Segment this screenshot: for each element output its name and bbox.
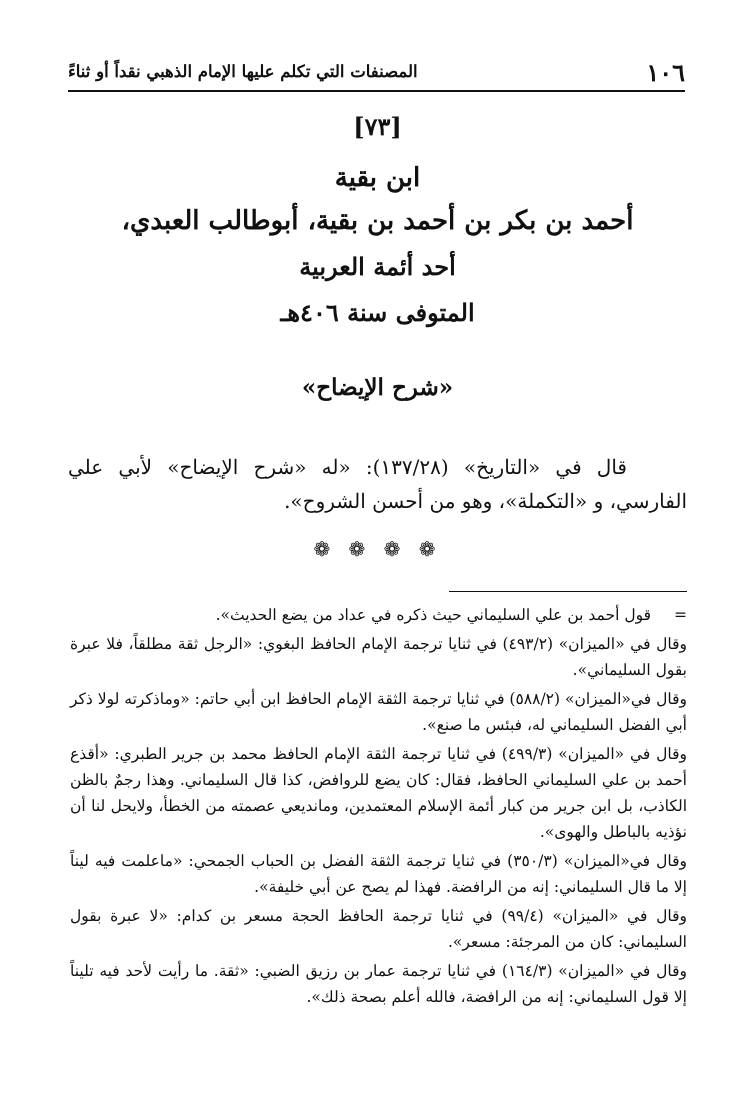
footnote-paragraph: وقال في «الميزان» (٤٩٩/٣) في ثنايا ترجمة الثقة الإمام الحافظ محمد بن جرير الطبري: «أقذع أحمد بن علي السليماني الحافظ، فقال: كان يضع للروافض، كذا قال السليماني. وهذا رجمٌ بالظن الكاذب، بل ابن جرير من كبار أئمة الإسلام المعتمدين، ومانديعي عصمته من الخطأ، ولايحل لنا أن نؤذيه بالباطل والهوى». bbox=[70, 745, 687, 841]
book-title: «شرح الإيضاح» bbox=[301, 374, 454, 401]
footnote-paragraph bbox=[70, 602, 687, 628]
continuation-mark: = bbox=[674, 606, 687, 624]
footnotes bbox=[70, 602, 687, 1013]
page-number: ١٠٦ bbox=[646, 58, 685, 87]
entry-title-block bbox=[60, 158, 695, 336]
book-description: قال في «التاريخ» (١٣٧/٢٨): «له «شرح الإيضاح» لأبي علي الفارسي، و «التكملة»، وهو من أحسن الشروح». bbox=[68, 455, 687, 513]
footnote-paragraph: وقال في«الميزان» (٥٨٨/٢) في ثنايا ترجمة الثقة الإمام الحافظ ابن أبي حاتم: «وماذكرته لولا ذكر أبي الفضل السليماني له، فبئس ما صنع». bbox=[70, 690, 688, 734]
page-header bbox=[68, 56, 685, 90]
footnote-paragraph: وقال في«الميزان» (٣٥٠/٣) في ثنايا ترجمة الثقة الفضل بن الحباب الجمحي: «ماعلمت فيه ليناً إلا ما قال السليماني: إنه من الرافضة. فهذا لم يصح عن أبي خليفة». bbox=[70, 852, 688, 896]
author-short-name: ابن بقية bbox=[334, 163, 421, 193]
footnote-paragraph: وقال في «الميزان» (١٦٤/٣) في ثنايا ترجمة عمار بن رزيق الضبي: «ثقة. ما رأيت لأحد فيه تليناً إلا قول السليماني: إنه من الرافضة، فالله أعلم بصحة ذلك». bbox=[70, 962, 687, 1006]
section-ornament: ❁ ❁ ❁ ❁ bbox=[313, 537, 442, 561]
author-full-name: أحمد بن بكر بن أحمد بن بقية، أبوطالب العبدي، bbox=[121, 206, 634, 236]
footnote-text: قول أحمد بن علي السليماني حيث ذكره في عداد من يضع الحديث». bbox=[215, 606, 651, 624]
author-death-year: المتوفى سنة ٤٠٦هـ bbox=[280, 298, 475, 327]
header-rule bbox=[68, 90, 685, 92]
footnote-paragraph: وقال في «الميزان» (٤٩٣/٢) في ثنايا ترجمة الإمام الحافظ البغوي: «الرجل ثقة مطلقاً، فلا عبرة بقول السليماني». bbox=[70, 635, 687, 679]
author-description: أحد أئمة العربية bbox=[299, 252, 456, 281]
entry-number: [٧٣] bbox=[353, 112, 402, 141]
footnote-rule bbox=[449, 591, 687, 592]
footnote-paragraph: وقال في «الميزان» (٩٩/٤) في ثنايا ترجمة الحافظ الحجة مسعر بن كدام: «لا عبرة بقول السليماني: كان من المرجئة: مسعر». bbox=[70, 907, 687, 951]
running-title: المصنفات التي تكلم عليها الإمام الذهبي نقداً أو ثناءً bbox=[68, 62, 418, 81]
